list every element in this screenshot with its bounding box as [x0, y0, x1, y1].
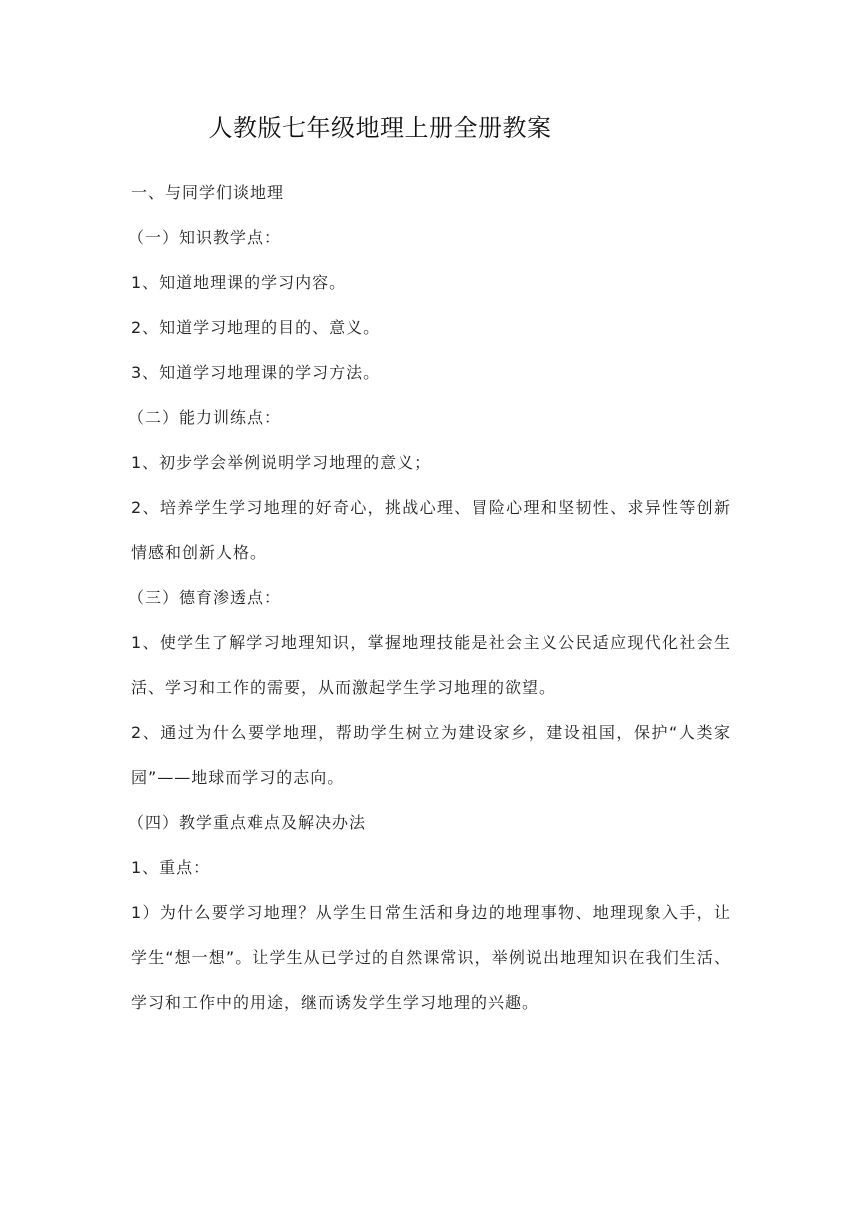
paragraph: 2、通过为什么要学地理，帮助学生树立为建设家乡，建设祖国，保护“人类家园”——地球而学习的志向。	[131, 723, 731, 787]
document-title: 人教版七年级地理上册全册教案	[208, 114, 552, 142]
subsection-heading: （三）德育渗透点：	[128, 588, 282, 607]
paragraph: 1、初步学会举例说明学习地理的意义；	[131, 453, 432, 472]
paragraph: 1）为什么要学习地理？从学生日常生活和身边的地理事物、地理现象入手，让学生“想一想”。让学生从已学过的自然课常识，举例说出地理知识在我们生活、学习和工作中的用途，继而诱发学生学习地理的兴趣。	[131, 903, 731, 1012]
paragraph: 3、知道学习地理课的学习方法。	[131, 363, 381, 382]
subsection-heading: （二）能力训练点：	[128, 408, 282, 427]
section-heading: 一、与同学们谈地理	[131, 183, 285, 202]
document-body	[128, 170, 731, 1025]
paragraph: 1、使学生了解学习地理知识，掌握地理技能是社会主义公民适应现代化社会生活、学习和工作的需要，从而激起学生学习地理的欲望。	[131, 633, 731, 697]
paragraph: 2、培养学生学习地理的好奇心，挑战心理、冒险心理和坚韧性、求异性等创新情感和创新人格。	[131, 498, 731, 562]
subsection-heading: （四）教学重点难点及解决办法	[128, 813, 367, 832]
paragraph: 1、知道地理课的学习内容。	[131, 273, 347, 292]
paragraph: 1、重点：	[131, 858, 211, 877]
paragraph: 2、知道学习地理的目的、意义。	[131, 318, 381, 337]
subsection-heading: （一）知识教学点：	[128, 228, 282, 247]
